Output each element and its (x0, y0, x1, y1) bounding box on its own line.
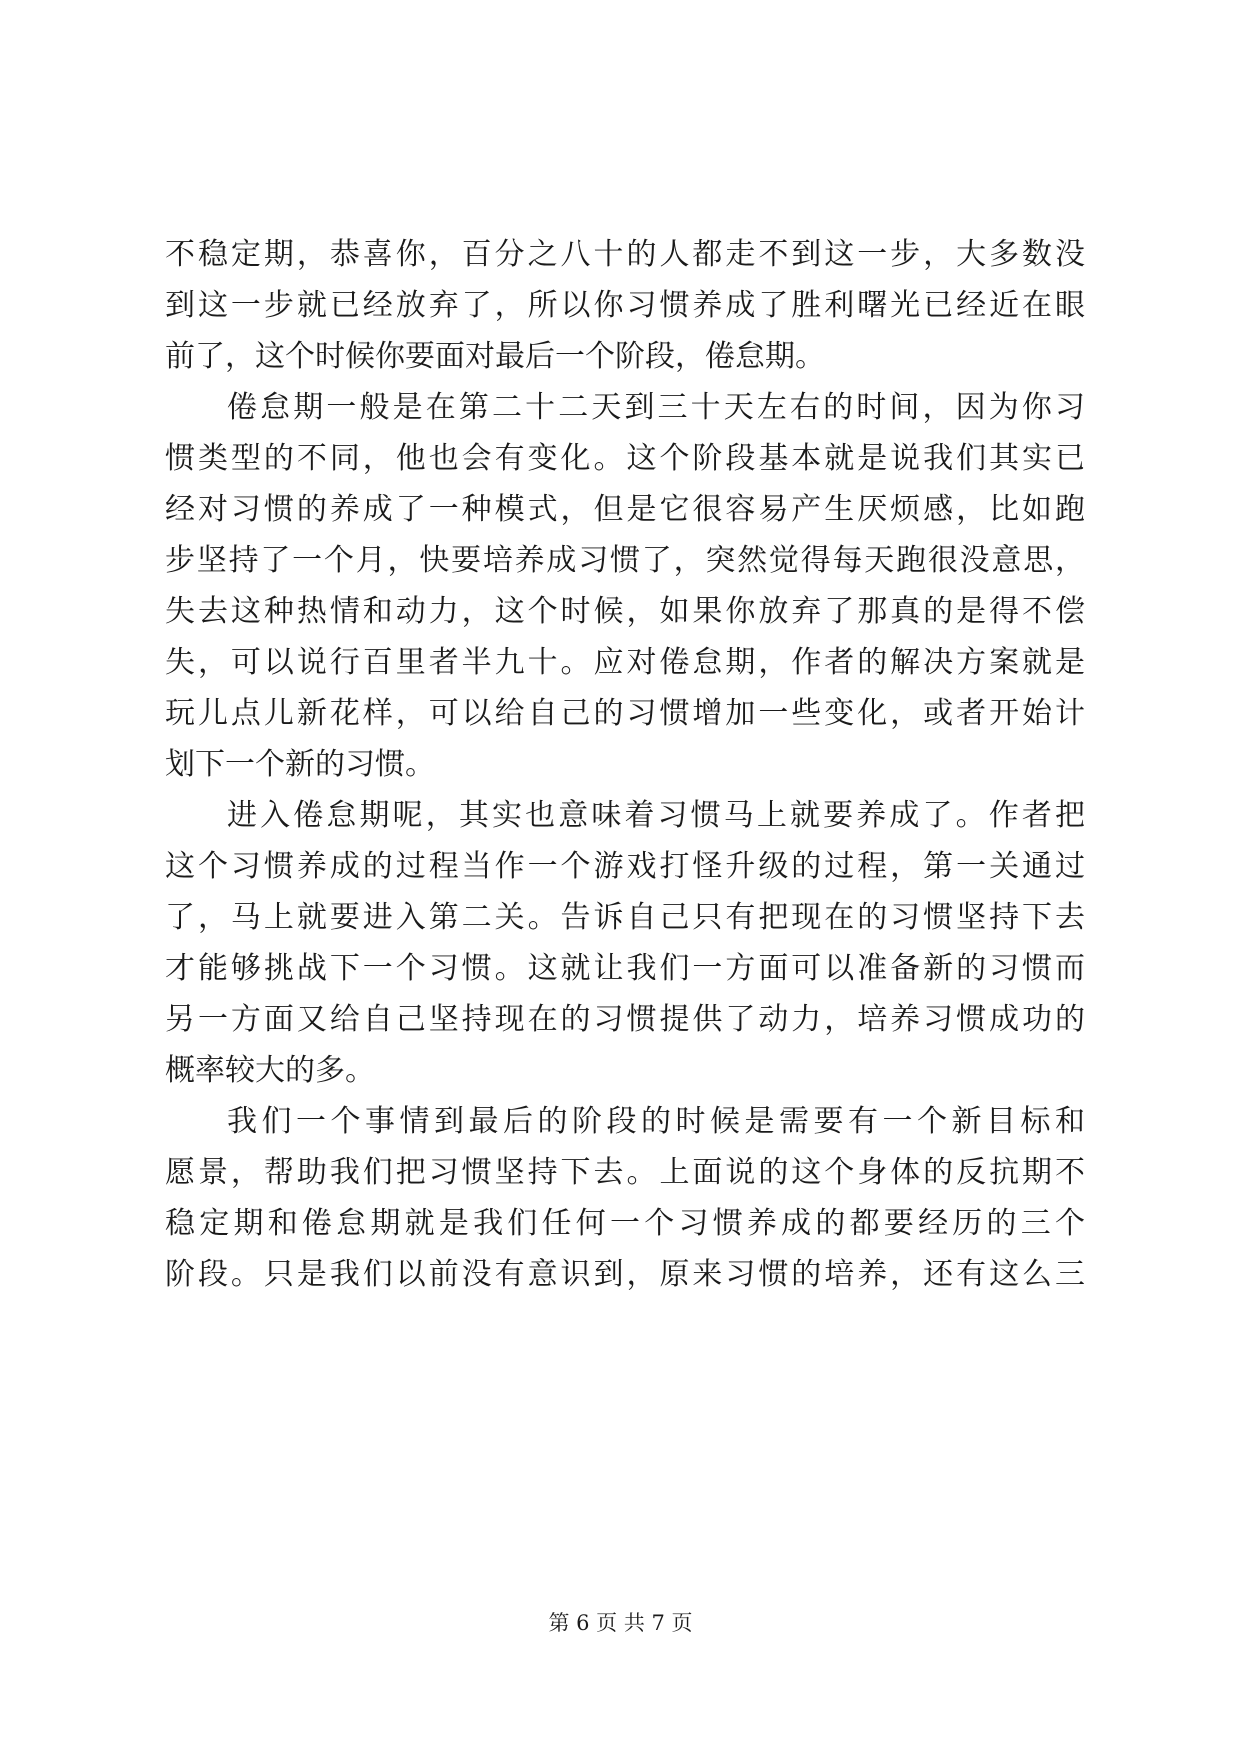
text-line: 玩儿点儿新花样，可以给自己的习惯增加一些变化，或者开始计 (165, 696, 1085, 731)
text-line: 经对习惯的养成了一种模式，但是它很容易产生厌烦感，比如跑 (165, 492, 1085, 527)
text-line: 失去这种热情和动力，这个时候，如果你放弃了那真的是得不偿 (165, 594, 1085, 629)
text-line: 倦怠期一般是在第二十二天到三十天左右的时间，因为你习 (227, 390, 1085, 425)
text-line: 进入倦怠期呢，其实也意味着习惯马上就要养成了。作者把 (227, 798, 1085, 833)
text-line: 了，马上就要进入第二关。告诉自己只有把现在的习惯坚持下去 (165, 900, 1085, 935)
body-text (165, 229, 1085, 1300)
text-line: 概率较大的多。 (165, 1053, 375, 1088)
text-line: 惯类型的不同，他也会有变化。这个阶段基本就是说我们其实已 (165, 441, 1085, 476)
text-line: 这个习惯养成的过程当作一个游戏打怪升级的过程，第一关通过 (165, 849, 1085, 884)
text-line: 另一方面又给自己坚持现在的习惯提供了动力，培养习惯成功的 (165, 1002, 1085, 1037)
text-line: 不稳定期，恭喜你，百分之八十的人都走不到这一步，大多数没 (165, 237, 1085, 272)
text-line: 到这一步就已经放弃了，所以你习惯养成了胜利曙光已经近在眼 (165, 288, 1085, 323)
text-line: 阶段。只是我们以前没有意识到，原来习惯的培养，还有这么三 (165, 1257, 1085, 1292)
text-line: 我们一个事情到最后的阶段的时候是需要有一个新目标和 (227, 1104, 1085, 1139)
text-line: 愿景，帮助我们把习惯坚持下去。上面说的这个身体的反抗期不 (165, 1155, 1085, 1190)
text-line: 步坚持了一个月，快要培养成习惯了，突然觉得每天跑很没意思， (165, 543, 1085, 578)
text-line: 稳定期和倦怠期就是我们任何一个习惯养成的都要经历的三个 (165, 1206, 1085, 1241)
text-line: 前了，这个时候你要面对最后一个阶段，倦怠期。 (165, 339, 825, 374)
page-footer: 第 6 页 共 7 页 (548, 1611, 693, 1635)
text-line: 才能够挑战下一个习惯。这就让我们一方面可以准备新的习惯而 (165, 951, 1085, 986)
text-line: 失，可以说行百里者半九十。应对倦怠期，作者的解决方案就是 (165, 645, 1085, 680)
text-line: 划下一个新的习惯。 (165, 747, 435, 782)
